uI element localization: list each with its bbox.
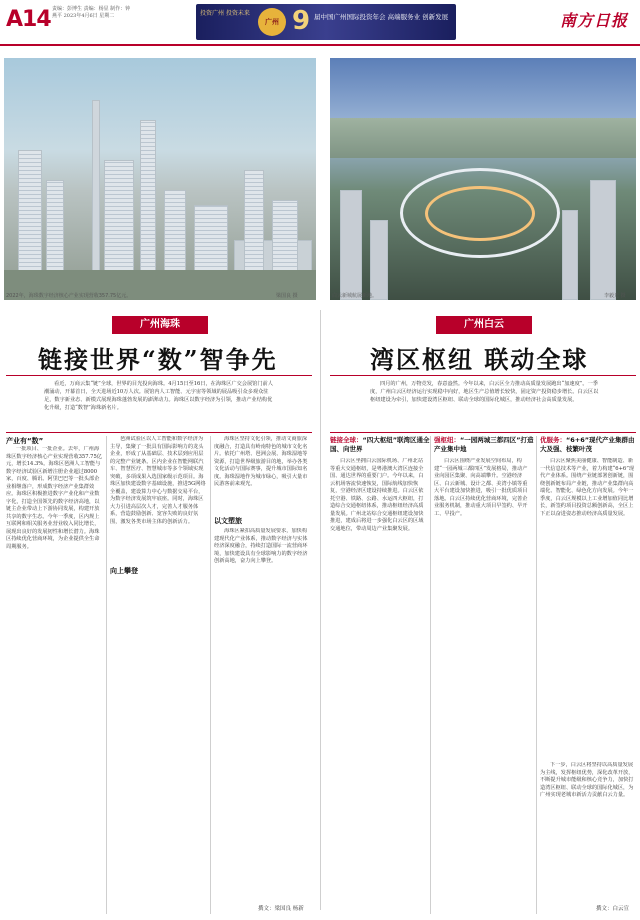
byline-baiyun: 撰文：白云宣 [596, 906, 630, 912]
haizhu-skyline-photo [4, 58, 316, 300]
banner-seal: 广州 [258, 8, 286, 36]
column-baiyun-1: 白云区坐拥白云国际机场、广州北站等重大交通枢纽，是粤港澳大湾区连接全国、通达世界的重要门户。今年以来，白云机场客流快速恢复，国际航线加快恢复，空港经济区建设持续推进。白云区依托空港、铁路、公路、水运四大枢纽，打造综合交通枢纽体系，推动枢纽经济高质量发展。广州北站综合交通枢纽建设加快推进，建成后将进一步强化白云区的区域交通地位，带动周边产业集聚发展。 [330, 458, 424, 532]
page-number: A14 [6, 7, 51, 32]
divider [330, 432, 636, 433]
divider [6, 432, 312, 433]
column-rule [210, 436, 211, 914]
column-baiyun-4: 下一步，白云区将坚持以高质量发展为主线，发挥枢纽优势，深化改革开放，不断提升城市能级和核心竞争力，加快打造湾区枢纽、联动全球的国际化城区，为广州实现老城市新活力贡献白云力量。 [540, 762, 634, 798]
column-rule [106, 436, 107, 914]
masthead [0, 0, 640, 46]
divider [330, 375, 636, 376]
column-rule [430, 436, 431, 914]
photo-caption-left: 2022年，海珠数字经济核心产业实现营收357.75亿元。 [6, 293, 132, 299]
building [370, 220, 388, 300]
photo-credit-left: 梁国良 摄 [276, 293, 298, 299]
lead-paragraph-baiyun: 四月的广州，万物竞发，春意盎然。今年以来，白云区全力推动高质量发展跑出“加速度”。一季度，广州白云区经济运行实现稳中向好，地区生产总值增长较快，固定资产投资稳步增长。白云区以枢纽建设为牵引，加快建设湾区枢纽、联动全球的国际化城区，推动经济社会高质量发展。 [370, 381, 599, 403]
section-tag-baiyun: 广州白云 [436, 316, 532, 334]
edition-meta: 责编：彭博生 责编：杨显 制作：钟燕平 2023年4月6日 星期二 [52, 6, 131, 19]
headline-baiyun: 湾区枢纽 联动全球 [370, 345, 589, 374]
subheading-service-prefix: 优服务： [540, 436, 566, 444]
column-haizhu-3: 海珠区坚持文化引领，推动文商旅深度融合，打造具有岭南特色的城市文化名片。依托广州塔、琶洲会展、海珠湿地等资源，打造世界级旅游目的地，举办各类文化活动与国际赛事，提升城市国际知名度。海珠湿地作为城市绿心，吸引大量市民游客前来观光。 [214, 436, 308, 487]
headline-haizhu: 链接世界“数”智争先 [38, 345, 278, 374]
newspaper-logo: 南方日报 [560, 11, 629, 30]
banner-title: 届中国广州国际投资年会 高端服务业 创新发展 [314, 13, 449, 21]
ad-banner [196, 4, 456, 40]
column-baiyun-3: 白云区聚焦美丽健康、智能制造、新一代信息技术等产业，着力构建“6+6”现代产业体系。围绕产业链部署创新链，围绕创新链布局产业链，推动产业集群向高端化、智能化、绿色化方向发展。今年一季度，白云区规模以上工业增加值同比增长，新签约项目投资总额创新高，全区上下正以奋进姿态推动经济高质量发展。 [540, 458, 635, 517]
banner-slogan: 投资广州 投资未来 [200, 10, 250, 17]
banner-number: 9 [292, 6, 311, 36]
photo-caption-right: 白云新城航展新地。 [332, 293, 378, 299]
byline-haizhu: 撰文：梁国良 杨新 [258, 906, 304, 912]
subheading-hub-prefix: 强枢纽： [434, 436, 460, 444]
building [590, 180, 616, 300]
section-tag-haizhu: 广州海珠 [112, 316, 208, 334]
column-haizhu-2: 琶洲试验区以人工智能和数字经济为主导，集聚了一批具有国际影响力的龙头企业，形成了从基础层、技术层到应用层的完整产业链条。区内企业在智能网联汽车、智慧医疗、智慧城市等多个领域实现突破，多项成果入选国家级示范项目。海珠区加快建设数字基础设施，推进5G网络全覆盖，建设算力中心与数据交易平台，为数字经济发展筑牢底座。同时，海珠区大力引进高层次人才，完善人才服务体系，营造鼓励创新、宽容失败的良好氛围，激发各类市场主体的创新活力。 [110, 436, 206, 525]
subheading-service [540, 436, 636, 454]
lead-paragraph-haizhu: 看近，万商云集“链”全球，世界的目光投向海珠。4月15日至16日，在海珠区广交会展馆门前人潮涌动，开幕首日，全天进场近10万人次。展馆内人工智能、元宇宙等领域的展品吸引众多观众驻足，数字新业态、新模式展现海珠蓬勃发展的澎湃动力。海珠区以数字经济为引领，推动产业结构优化升级，打造“数智”海珠新名片。 [44, 381, 273, 411]
divider [6, 375, 312, 376]
distant-hills [330, 118, 636, 158]
column-haizhu-4: 海珠区紧扣高质量发展要求，加快构建现代化产业体系，推动数字经济与实体经济深度融合，持续打造国际一流营商环境，加快建设具有全球影响力的数字经济创新高地，奋力向上攀登。 [214, 528, 308, 564]
subheading-global [330, 436, 430, 454]
photo-credit-right: 李毅光 摄 [604, 293, 626, 299]
subheading-climb: 向上攀登 [110, 566, 142, 576]
subheading-service-text: “6+6”现代产业集群由大及强、枝繁叶茂 [540, 436, 635, 453]
stadium-inner [425, 186, 535, 241]
subheading-hub [434, 436, 534, 454]
building [340, 190, 362, 300]
baiyun-aerial-photo [330, 58, 636, 300]
subheading-hub-text: “一园两城三都四区”打造产业集中地 [434, 436, 534, 453]
column-haizhu-1: 一批项目、一批企业。去年，广州海珠区数字经济核心产业实现营收357.75亿元，增长14.3%。海珠区琶洲人工智能与数字经济试验区新增注册企业超过8000家，百度、腾讯、阿里巴巴等一批头部企业相继落户，形成数字经济产业集群效应。海珠区积极推进数字产业化和产业数字化，打造全国领先的数字经济高地，以链主企业带动上下游协同发展，构建开放共享的数字生态。今年一季度，区内规上互联网和相关服务业营业收入同比增长，展现出良好的发展韧性和增长潜力。海珠区持续优化营商环境，为企业提供全生命周期服务。 [6, 446, 102, 550]
column-rule [536, 436, 537, 914]
subheading-industry: 产业有“数” [6, 437, 44, 445]
column-baiyun-2: 白云区围绕产业发展空间布局，构建“一园两城三都四区”发展格局，推动产业向园区集聚、向高端攀升。空港经济区、白云新城、设计之都、美湾小镇等重大平台建设加快推进，吸引一批优质项目落地。白云区持续优化营商环境，完善企业服务机制，推动重大项目早签约、早开工、早投产。 [434, 458, 528, 517]
building [562, 210, 578, 300]
subheading-global-prefix: 链接全球： [330, 436, 363, 444]
subheading-global-text: “四大枢纽”联湾区通全国、向世界 [330, 436, 430, 453]
page-gutter [320, 310, 321, 910]
subheading-culture: 以文塑旅 [214, 517, 242, 525]
